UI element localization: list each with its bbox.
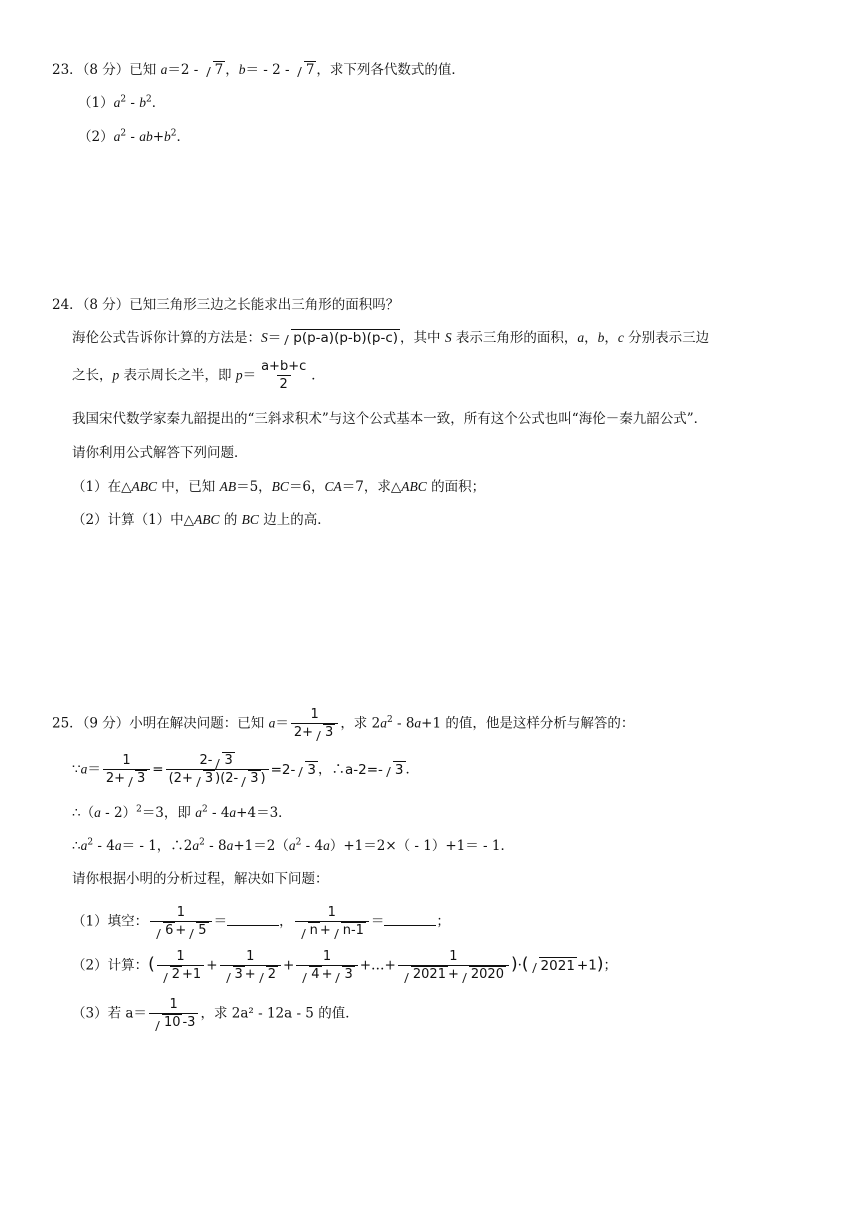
q24-heron-line: 海伦公式告诉你计算的方法是：S＝ p(p-a)(p-b)(p-c) ，其中 S 表示三角形的面积，a，b，c 分别表示三边 [72,330,710,346]
q23-number: 23．（8 分）已知 [52,62,161,78]
q24-history: 我国宋代数学家秦九韶提出的“三斜求积术”与这个公式基本一致，所有这个公式也叫“海伦－秦九韶公式”． [72,411,708,427]
q25-step1: ∵a＝ $\frac{1}{2+ 3}$ = $\frac{2- 3}{(2+ 3 )(2- 3 )}$ =2- 3 ，∴a-2=- 3 ． [72,753,419,786]
q23-part1: $(1)a^2 - b^2$． [78,94,166,111]
q25-instruction: 请你根据小明的分析过程，解决如下问题： [72,871,329,887]
q25-part1: （1）填空： $\frac{1}{6 + 5}$ ＝ ， $\frac{1}{n + n-1}$ ＝ ； [72,905,450,938]
heron-formula: p(p-a)(p-b)(p-c) [293,330,399,346]
q23-title: 23．（8 分）已知 a＝2 - 7 ，b＝ - 2 - 7 ，求下列各代数式的值． [52,62,465,78]
q25-step3: $\therefore a^2 - 4a= - 1$，$\therefore 2a^2 - 8a+1=2(a^2 - 4a)+1=2\times( - 1)+1= - 1$． [72,837,514,854]
q25-title: 25．（9 分）小明在解决问题：已知 a＝ $\frac{1}{2+ 3}$ ，求 $2a^2 - 8a+1$ 的值，他是这样分析与解答的： [52,707,635,740]
q23-part2: $(2)a^2 - ab+b^2$． [78,128,191,145]
q25-part2: （2）计算：( $\frac{1}{2 +1}$ + $\frac{1}{3 + 2}$ + $\frac{1}{4 + 3}$ +…+ $\frac{1}{2021 + 2020}$ )·( 2021 +1)； [72,949,617,982]
q25-part3: （3）若 a＝ $\frac{1}{10 -3}$ ，求 2a² - 12a - 5 的值． [72,997,359,1030]
fill-blank-2[interactable] [384,911,436,926]
q24-semi-perimeter: 之长，p 表示周长之半，即 p＝ $\frac{a+b+c}{2}$ ． [72,359,325,392]
q24-part1: （1）在△ABC 中，已知 AB＝5，BC＝6，CA＝7，求△ABC 的面积； [72,479,486,495]
q23-rest: ，求下列各代数式的值． [316,62,465,78]
q24-title: 24．（8 分）已知三角形三边之长能求出三角形的面积吗？ [52,297,400,313]
q25-step2: ∴（a - 2）$^2$＝3，即 $a^2 - 4a+4=3$． [72,804,292,821]
fill-blank-1[interactable] [227,911,279,926]
q24-part2: （2）计算（1）中△ABC 的 BC 边上的高． [72,512,331,528]
q24-instruction: 请你利用公式解答下列问题． [72,445,248,461]
